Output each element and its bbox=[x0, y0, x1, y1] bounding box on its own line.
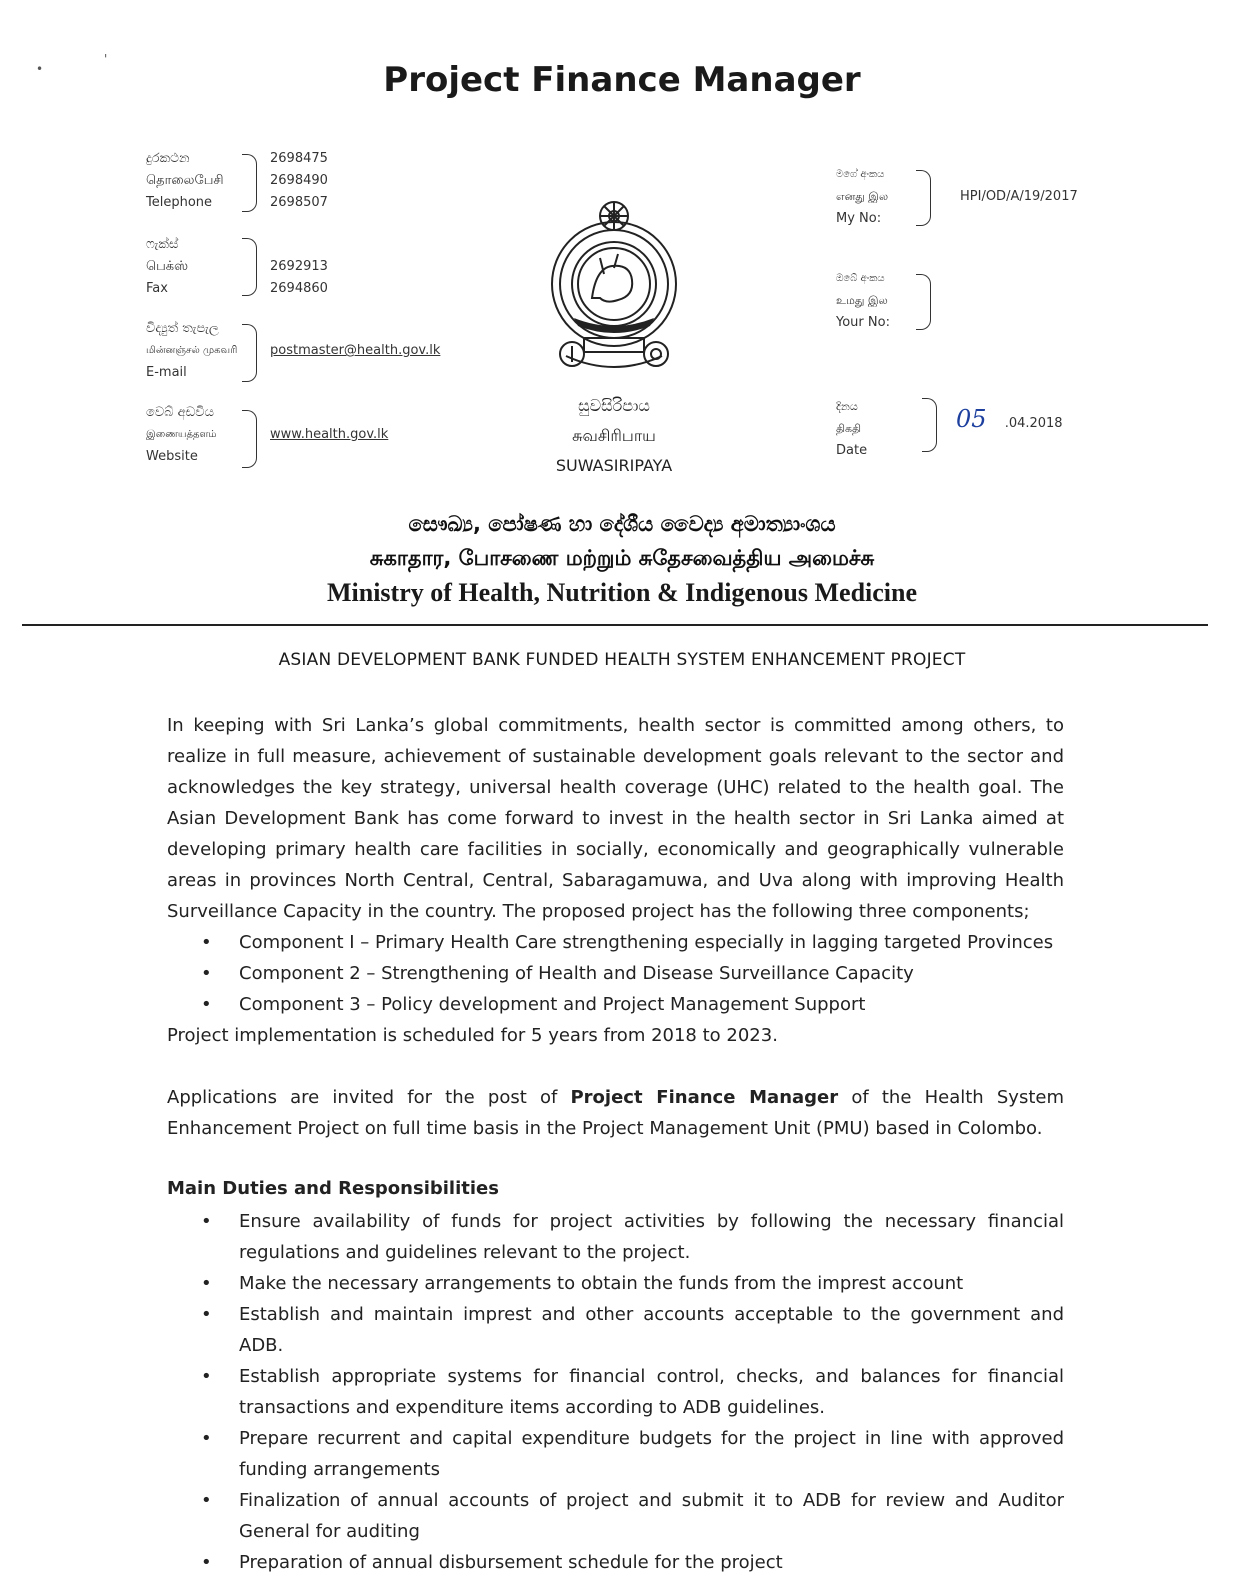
my-no-label-si: මගේ අංකය bbox=[836, 169, 885, 180]
fax-number: 2694860 bbox=[270, 281, 328, 296]
scan-mark: ' bbox=[104, 52, 108, 66]
list-item: • Establish appropriate systems for financial control, checks, and balances for financial transactions and expenditure items according to ADB guidelines. bbox=[167, 1361, 1064, 1423]
list-item: • Make the necessary arrangements to obtain the funds from the imprest account bbox=[167, 1268, 1064, 1299]
project-title: ASIAN DEVELOPMENT BANK FUNDED HEALTH SYSTEM ENHANCEMENT PROJECT bbox=[278, 650, 966, 670]
fax-label-si: ෆැක්ස් bbox=[146, 237, 179, 252]
list-item: • Finalization of annual accounts of project and submit it to ADB for review and Auditor General for auditing bbox=[167, 1485, 1064, 1547]
your-no-label-si: ඔබේ අංකය bbox=[836, 273, 885, 284]
ministry-name-en: Ministry of Health, Nutrition & Indigenous Medicine bbox=[326, 578, 918, 607]
brace-icon bbox=[916, 170, 931, 226]
fax-label-en: Fax bbox=[146, 281, 168, 296]
my-no-value: HPI/OD/A/19/2017 bbox=[960, 189, 1078, 204]
telephone-number: 2698475 bbox=[270, 151, 328, 166]
brace-icon bbox=[242, 410, 257, 468]
your-no-label-en: Your No: bbox=[836, 315, 890, 330]
telephone-label-en: Telephone bbox=[146, 195, 213, 210]
applications-text: Applications are invited for the post of bbox=[167, 1087, 571, 1108]
brace-icon bbox=[242, 238, 257, 296]
telephone-label-ta: தொலைபேசி bbox=[146, 173, 224, 188]
date-label-si: දිනය bbox=[836, 400, 858, 413]
ministry-name-ta: சுகாதார, போசணை மற்றும் சுதேசவைத்திய அமைச்சு bbox=[369, 546, 875, 570]
emblem-name-ta: சுவசிரிபாய bbox=[572, 426, 656, 445]
telephone-label-si: දුරකථන bbox=[146, 151, 190, 166]
duties-list bbox=[167, 1206, 1064, 1578]
email-label-si: විද්‍යුත් තැපැල bbox=[146, 321, 219, 336]
date-label-en: Date bbox=[836, 443, 868, 458]
date-value: .04.2018 bbox=[1004, 416, 1063, 431]
list-item: • Preparation of annual disbursement schedule for the project bbox=[167, 1547, 1064, 1578]
brace-icon bbox=[916, 274, 931, 330]
list-item: • Component 3 – Policy development and Project Management Support bbox=[167, 989, 1064, 1020]
list-item: • Ensure availability of funds for project activities by following the necessary financial regulations and guidelines relevant to the project. bbox=[167, 1206, 1064, 1268]
date-label-ta: திகதி bbox=[836, 422, 862, 435]
telephone-number: 2698490 bbox=[270, 173, 328, 188]
implementation-text: Project implementation is scheduled for 5 years from 2018 to 2023. bbox=[167, 1025, 778, 1046]
brace-icon bbox=[922, 398, 937, 452]
website-label-en: Website bbox=[146, 449, 198, 464]
applications-text: of the Health System Enhancement Project on full time basis in the Project Management Unit (PMU) based in Colombo. bbox=[167, 1087, 1064, 1139]
email-label-ta: மின்னஞ்சல் முகவரி bbox=[146, 345, 238, 356]
post-title: Project Finance Manager bbox=[570, 1087, 839, 1108]
duties-heading: Main Duties and Responsibilities bbox=[167, 1178, 499, 1199]
components-list bbox=[167, 927, 1064, 1020]
website-label-si: වෙබ් අඩවිය bbox=[146, 405, 214, 420]
header-divider bbox=[22, 624, 1208, 626]
telephone-number: 2698507 bbox=[270, 195, 328, 210]
scan-mark: • bbox=[36, 62, 44, 76]
my-no-label-ta: எனது இல bbox=[836, 190, 889, 203]
national-emblem-icon bbox=[544, 188, 694, 388]
page-title: Project Finance Manager bbox=[383, 60, 861, 100]
ministry-name-si: සෞඛ්‍ය, පෝෂණ හා දේශීය වෛද්‍ය අමාත්‍යාංශය bbox=[408, 512, 836, 536]
list-item: • Component I – Primary Health Care strengthening especially in lagging targeted Provinces bbox=[167, 927, 1064, 958]
list-item: • Component 2 – Strengthening of Health and Disease Surveillance Capacity bbox=[167, 958, 1064, 989]
date-handwritten-day: 05 bbox=[956, 405, 987, 433]
list-item: • Establish and maintain imprest and other accounts acceptable to the government and ADB. bbox=[167, 1299, 1064, 1361]
emblem-name-si: සුවසිරිපාය bbox=[578, 396, 650, 415]
brace-icon bbox=[242, 324, 257, 382]
fax-label-ta: பெக்ஸ் bbox=[146, 259, 189, 274]
website-label-ta: இணையத்தளம் bbox=[146, 429, 217, 440]
emblem-name-en: SUWASIRIPAYA bbox=[555, 456, 673, 475]
intro-paragraph: In keeping with Sri Lanka’s global commitments, health sector is committed among others, to realize in full measure, achievement of sustainable development goals relevant to the sector and acknowledges the key strategy, universal health coverage (UHC) related to the health goal. The Asian Development Bank has come forward to invest in the health sector in Sri Lanka aimed at developing primary health care facilities in socially, economically and geographically vulnerable areas in provinces North Central, Central, Sabaragamuwa, and Uva along with improving Health Surveillance Capacity in the country. The proposed project has the following three components; bbox=[167, 715, 1064, 922]
fax-number: 2692913 bbox=[270, 259, 328, 274]
your-no-label-ta: உமது இல bbox=[836, 294, 888, 307]
my-no-label-en: My No: bbox=[836, 211, 882, 226]
applications-paragraph bbox=[167, 1082, 1064, 1144]
website-link[interactable]: www.health.gov.lk bbox=[270, 427, 389, 442]
list-item: • Prepare recurrent and capital expenditure budgets for the project in line with approved funding arrangements bbox=[167, 1423, 1064, 1485]
email-link[interactable]: postmaster@health.gov.lk bbox=[270, 343, 441, 358]
email-label-en: E-mail bbox=[146, 365, 187, 380]
brace-icon bbox=[242, 154, 257, 212]
